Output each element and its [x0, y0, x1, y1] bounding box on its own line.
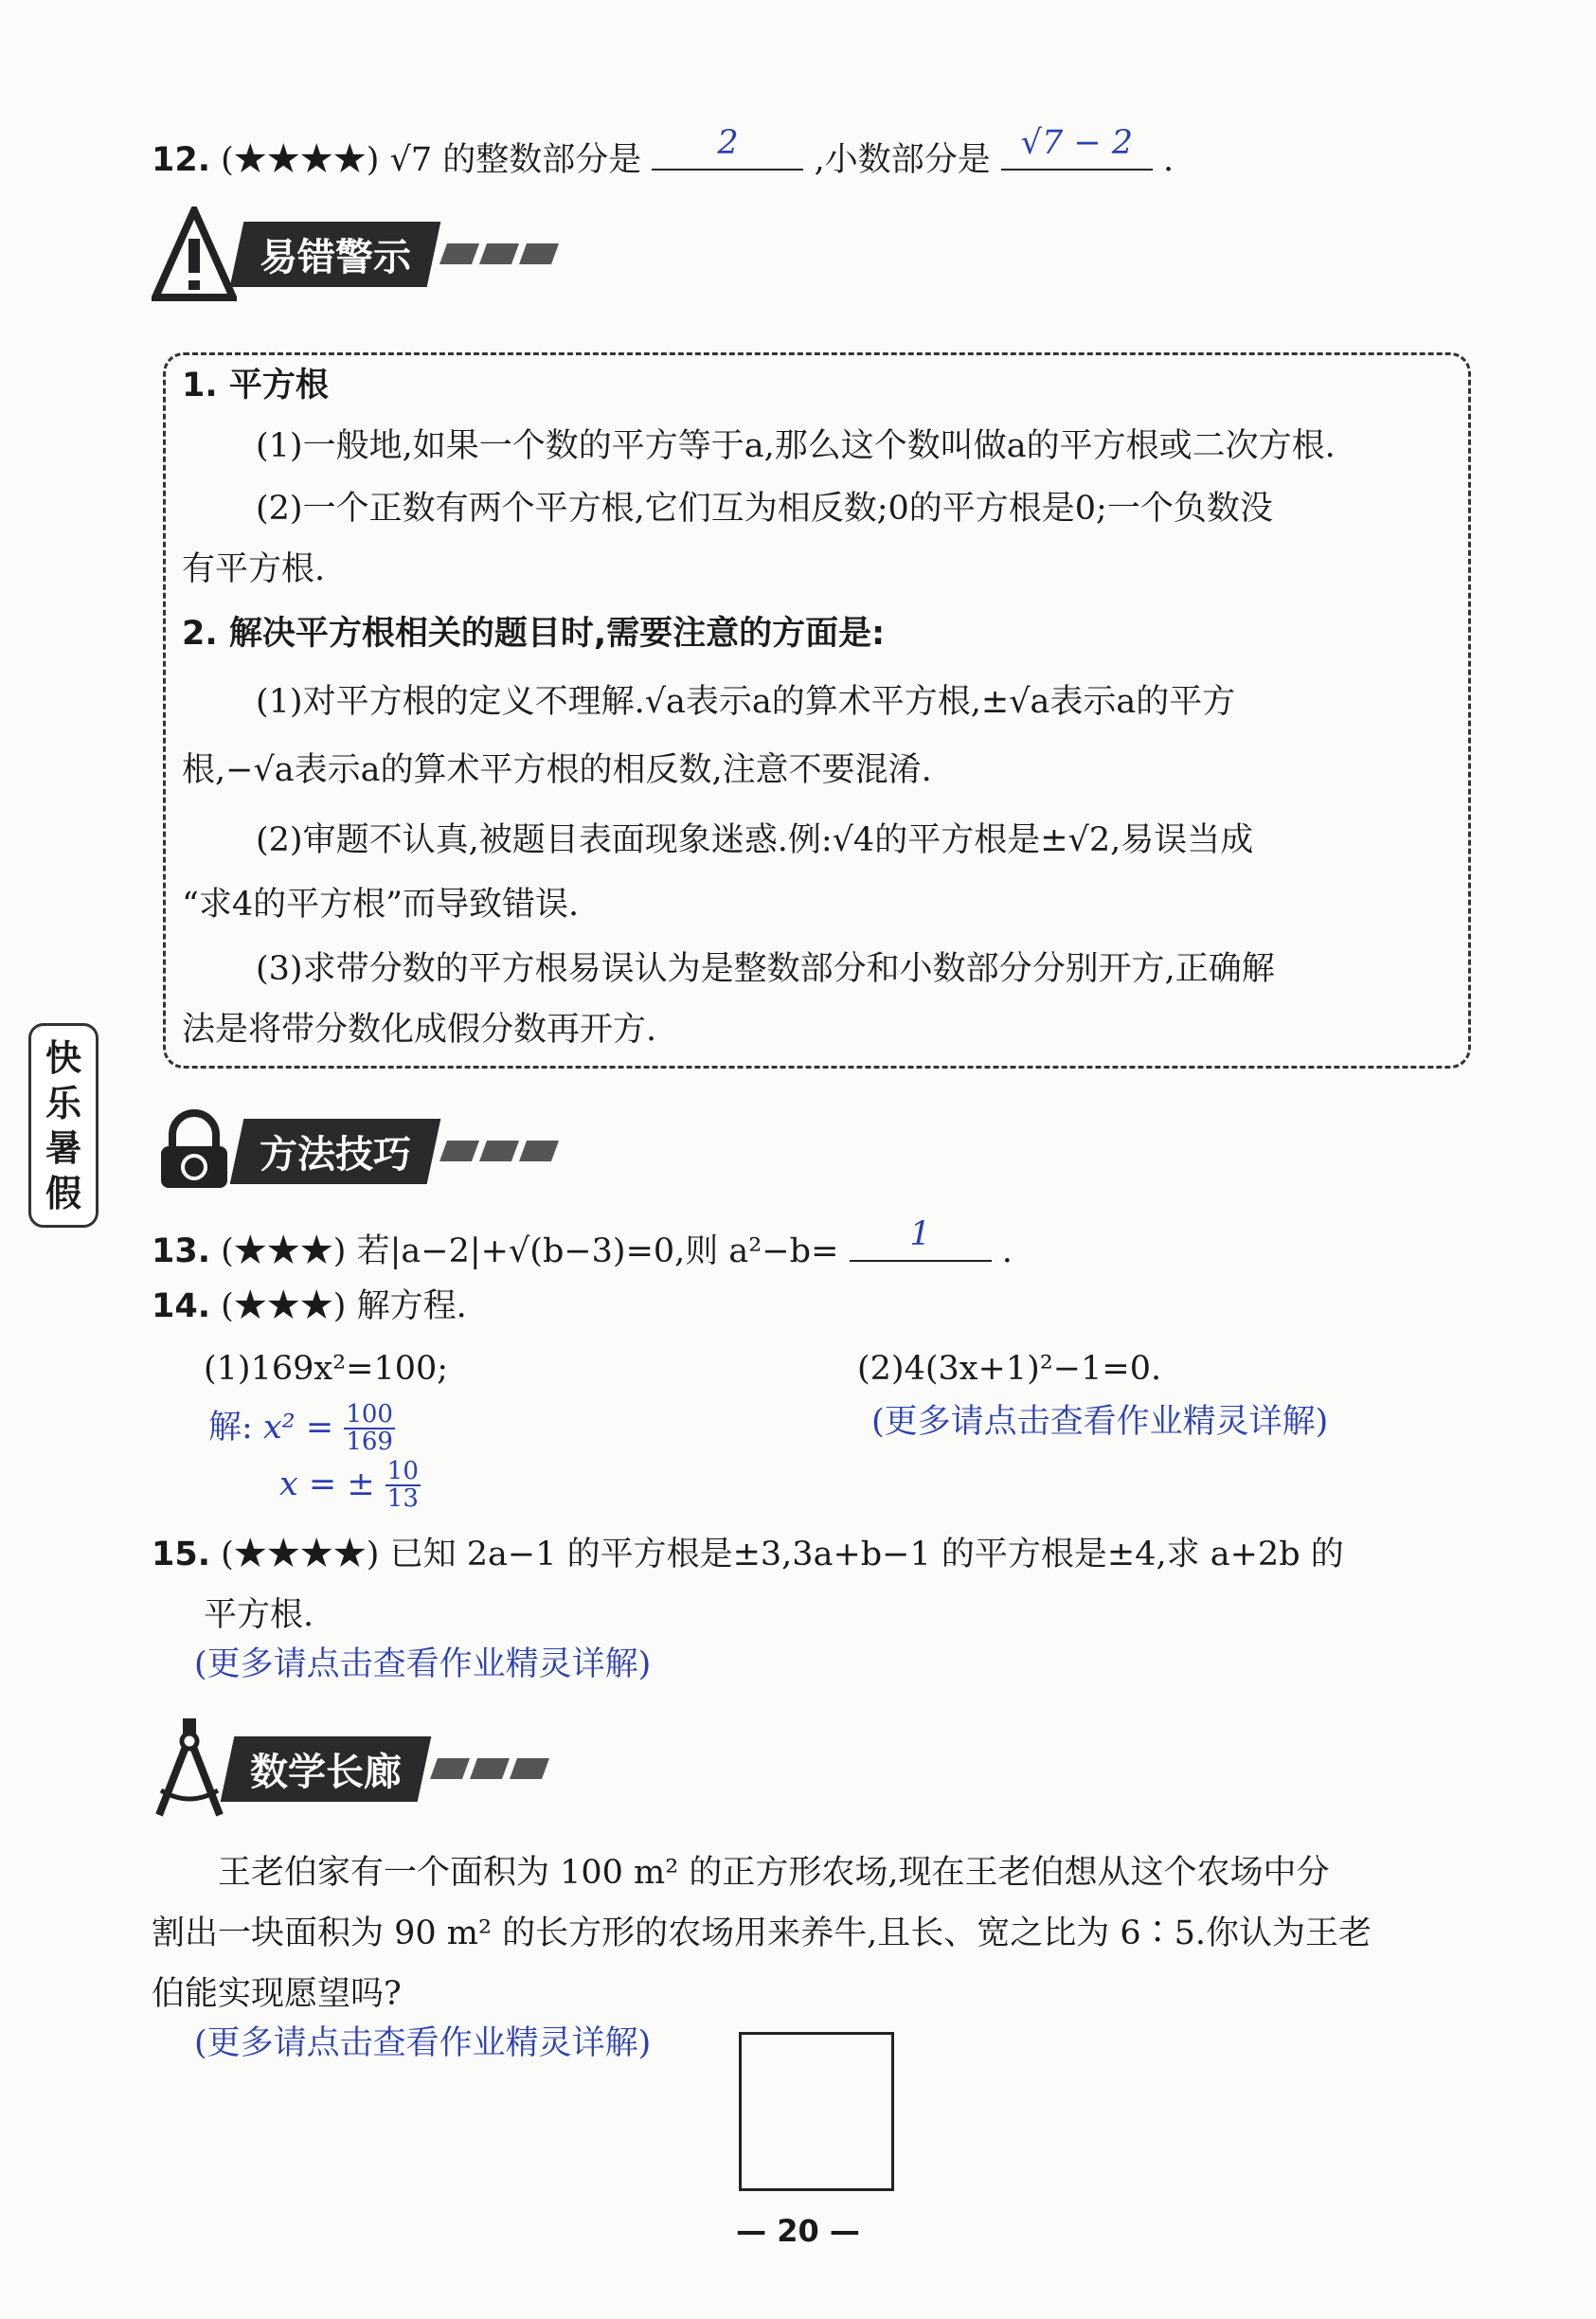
warning-icon: [152, 207, 237, 301]
answer-blank: [1001, 124, 1153, 171]
question-text: 已知 2a−1 的平方根是±3,3a+b−1 的平方根是±4,求 a+2b 的: [389, 1536, 1344, 1573]
question-number: 14.: [152, 1287, 211, 1325]
box-heading-1: 1. 平方根: [182, 367, 329, 404]
answer-value: 2: [717, 124, 739, 162]
gallery-text: 伯能实现愿望吗?: [152, 1975, 402, 2013]
question-text: 解方程.: [356, 1287, 467, 1325]
answer-blank: [652, 124, 803, 171]
punctuation: .: [1001, 1232, 1013, 1270]
box-paragraph: 法是将带分数化成假分数再开方.: [182, 1011, 657, 1049]
question-number: 12.: [152, 141, 211, 179]
compass-icon: [152, 1717, 227, 1821]
lock-icon: [152, 1108, 237, 1194]
question-number: 13.: [152, 1232, 211, 1270]
section-title: 方法技巧: [230, 1119, 441, 1184]
question-text: 若|a−2|+√(b−3)=0,则 a²−b=: [356, 1232, 839, 1270]
section-header-method: [152, 1108, 555, 1194]
banner-stripes: [434, 1758, 546, 1779]
box-paragraph: (1)一般地,如果一个数的平方等于a,那么这个数叫做a的平方根或二次方根.: [256, 427, 1336, 465]
question-text: ,小数部分是: [814, 141, 991, 179]
solution-label: 解:: [208, 1408, 253, 1447]
fraction-numerator: 10: [386, 1457, 419, 1485]
solution-lhs: x = ±: [279, 1465, 375, 1503]
section-header-warning: [152, 207, 555, 301]
box-paragraph: 根,−√a表示a的算术平方根的相反数,注意不要混淆.: [182, 751, 932, 789]
fraction-numerator: 100: [346, 1400, 393, 1429]
question-12: [152, 124, 1175, 180]
box-paragraph: (1)对平方根的定义不理解.√a表示a的算术平方根,±√a表示a的平方: [256, 683, 1236, 721]
answer-value: √7 − 2: [1020, 124, 1134, 162]
difficulty-stars: (★★★★): [221, 1536, 380, 1573]
difficulty-stars: (★★★★): [221, 141, 380, 179]
section-title: 数学长廊: [221, 1736, 432, 1802]
box-paragraph: “求4的平方根”而导致错误.: [182, 886, 580, 924]
section-title: 易错警示: [230, 222, 441, 287]
box-paragraph: (2)一个正数有两个平方根,它们互为相反数;0的平方根是0;一个负数没: [256, 490, 1273, 528]
more-details-link[interactable]: (更多请点击查看作业精灵详解): [194, 1645, 652, 1683]
side-tab-char: 乐: [45, 1081, 81, 1124]
box-paragraph: (2)审题不认真,被题目表面现象迷惑.例:√4的平方根是±√2,易误当成: [256, 821, 1254, 859]
solution-line-1: [208, 1402, 395, 1456]
difficulty-stars: (★★★): [221, 1232, 347, 1270]
solution-lhs: x² =: [262, 1408, 334, 1447]
page-number: — 20 —: [736, 2213, 860, 2249]
side-tab-char: 假: [45, 1171, 81, 1214]
fraction: [386, 1459, 421, 1513]
banner-stripes: [443, 243, 555, 264]
side-tab-char: 暑: [45, 1126, 81, 1169]
section-header-gallery: [152, 1717, 546, 1821]
box-paragraph: (3)求带分数的平方根易误认为是整数部分和小数部分分别开方,正确解: [256, 950, 1275, 988]
fraction-denominator: 169: [346, 1428, 393, 1457]
question-14: [152, 1286, 467, 1326]
more-details-link[interactable]: (更多请点击查看作业精灵详解): [871, 1403, 1329, 1441]
question-number: 15.: [152, 1536, 211, 1573]
gallery-text: 王老伯家有一个面积为 100 m² 的正方形农场,现在王老伯想从这个农场中分: [218, 1854, 1330, 1892]
question-13: [152, 1215, 1013, 1271]
more-details-link[interactable]: (更多请点击查看作业精灵详解): [194, 2024, 652, 2062]
question-14-part-2: (2)4(3x+1)²−1=0.: [857, 1350, 1162, 1388]
fraction: [344, 1402, 395, 1456]
box-heading-2: 2. 解决平方根相关的题目时,需要注意的方面是:: [182, 615, 886, 653]
question-15-line-2: 平方根.: [204, 1596, 314, 1634]
difficulty-stars: (★★★): [221, 1287, 347, 1325]
question-text: √7 的整数部分是: [389, 141, 642, 179]
side-tab-char: 快: [45, 1036, 81, 1079]
answer-blank: [850, 1215, 992, 1262]
square-figure: [739, 2032, 894, 2191]
punctuation: .: [1163, 141, 1175, 179]
question-14-part-1: (1)169x²=100;: [204, 1350, 449, 1388]
banner-stripes: [443, 1141, 555, 1161]
answer-value: 1: [909, 1215, 931, 1253]
side-tab: [28, 1023, 99, 1228]
fraction-denominator: 13: [386, 1484, 419, 1514]
question-15: [152, 1535, 1344, 1574]
gallery-text: 割出一块面积为 90 m² 的长方形的农场用来养牛,且长、宽之比为 6∶5.你认为王老: [152, 1915, 1372, 1952]
solution-line-2: [279, 1459, 421, 1513]
box-paragraph: 有平方根.: [182, 550, 326, 588]
